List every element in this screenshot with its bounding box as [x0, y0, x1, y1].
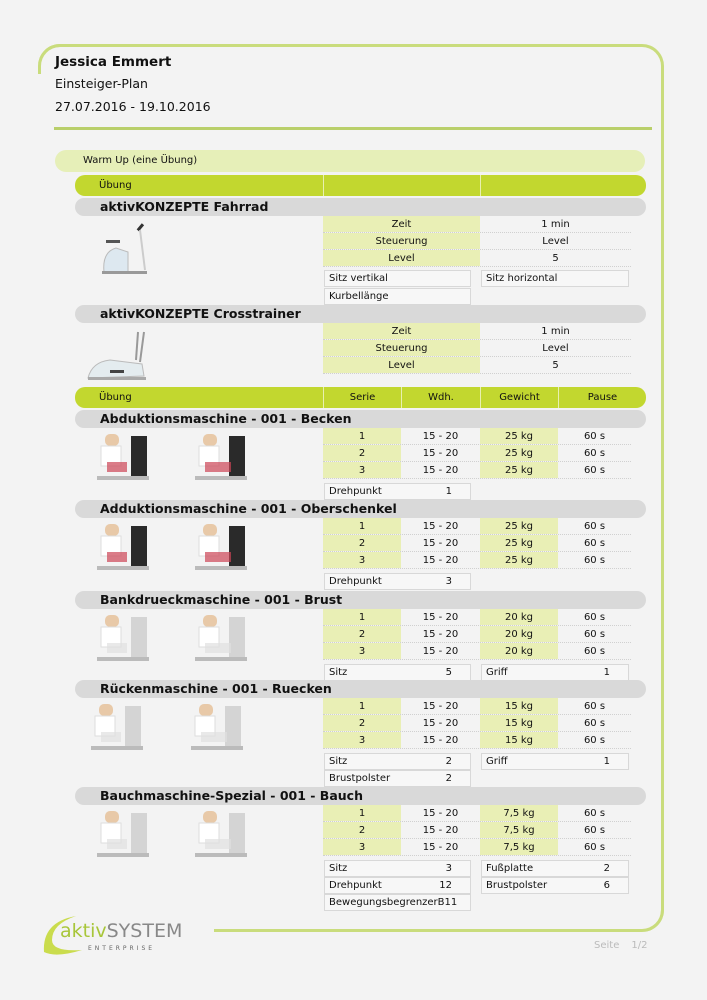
exercise-image-end-icon — [175, 702, 263, 752]
column-empty — [480, 175, 646, 196]
set-reps: 15 - 20 — [422, 734, 459, 746]
setting-label: Drehpunkt — [329, 576, 382, 587]
set-serie: 2 — [323, 715, 401, 731]
param-label: Level — [323, 250, 480, 266]
setting-value: 1 — [445, 486, 452, 497]
page-value: 1/2 — [631, 940, 648, 951]
column-pause: Pause — [558, 387, 646, 408]
set-serie: 3 — [323, 839, 401, 855]
sets-table — [323, 698, 631, 749]
set-row — [323, 839, 631, 856]
setting-label: Sitz — [329, 863, 348, 874]
set-reps: 15 - 20 — [422, 824, 459, 836]
setting-sitz-vertikal — [324, 270, 471, 287]
set-pause: 60 s — [583, 611, 606, 623]
set-weight: 25 kg — [480, 445, 558, 461]
setting-field — [324, 877, 471, 894]
setting-label: Brustpolster — [329, 773, 391, 784]
exercise-image-end-icon — [193, 522, 253, 572]
param-value: 5 — [552, 359, 559, 371]
set-weight: 25 kg — [480, 518, 558, 534]
sets-table — [323, 805, 631, 856]
set-serie: 3 — [323, 643, 401, 659]
setting-value: 6 — [603, 880, 610, 891]
param-label: Zeit — [323, 216, 480, 232]
set-reps: 15 - 20 — [422, 430, 459, 442]
set-weight: 7,5 kg — [480, 839, 558, 855]
set-reps: 15 - 20 — [422, 554, 459, 566]
set-weight: 20 kg — [480, 643, 558, 659]
set-weight: 25 kg — [480, 428, 558, 444]
setting-value: 1 — [603, 756, 610, 767]
setting-label: Drehpunkt — [329, 486, 382, 497]
sets-table — [323, 518, 631, 569]
plan-period: 27.07.2016 - 19.10.2016 — [55, 99, 211, 114]
set-serie: 3 — [323, 462, 401, 478]
set-row — [323, 609, 631, 626]
set-pause: 60 s — [583, 700, 606, 712]
warmup-grid-0 — [323, 216, 631, 267]
set-serie: 1 — [323, 518, 401, 534]
exercise-title: aktivKONZEPTE Crosstrainer — [75, 305, 646, 323]
set-row — [323, 698, 631, 715]
param-label: Steuerung — [323, 233, 480, 249]
set-reps: 15 - 20 — [422, 645, 459, 657]
logo-part2: SYSTEM — [106, 920, 183, 942]
set-reps: 15 - 20 — [422, 700, 459, 712]
set-pause: 60 s — [583, 717, 606, 729]
set-pause: 60 s — [583, 464, 606, 476]
column-wdh: Wdh. — [401, 387, 480, 408]
set-pause: 60 s — [583, 554, 606, 566]
page-label: Seite — [594, 940, 620, 951]
param-label: Steuerung — [323, 340, 480, 356]
set-row — [323, 535, 631, 552]
set-row — [323, 518, 631, 535]
set-row — [323, 822, 631, 839]
param-value: Level — [542, 235, 569, 247]
set-reps: 15 - 20 — [422, 841, 459, 853]
set-row — [323, 805, 631, 822]
setting-value: B11 — [437, 897, 458, 908]
exercise-title: Bankdrueckmaschine - 001 - Brust — [75, 591, 646, 609]
exercise-title: Abduktionsmaschine - 001 - Becken — [75, 410, 646, 428]
set-row — [323, 462, 631, 479]
set-reps: 15 - 20 — [422, 520, 459, 532]
logo-text — [60, 920, 182, 942]
setting-value: 3 — [445, 576, 452, 587]
setting-value: 12 — [439, 880, 452, 891]
set-pause: 60 s — [583, 537, 606, 549]
exercise-bike-icon — [98, 222, 153, 277]
set-row — [323, 552, 631, 569]
header-divider — [54, 127, 652, 130]
setting-field — [481, 860, 629, 877]
column-serie: Serie — [323, 387, 401, 408]
set-serie: 3 — [323, 732, 401, 748]
setting-field — [324, 483, 471, 500]
client-name: Jessica Emmert — [55, 54, 172, 70]
set-reps: 15 - 20 — [422, 611, 459, 623]
set-reps: 15 - 20 — [422, 464, 459, 476]
set-weight: 25 kg — [480, 462, 558, 478]
param-value: 1 min — [541, 325, 570, 337]
exercise-image-start-icon — [95, 522, 155, 572]
exercise-image-start-icon — [75, 702, 163, 752]
set-reps: 15 - 20 — [422, 717, 459, 729]
set-row — [323, 445, 631, 462]
setting-field — [481, 753, 629, 770]
param-label: Level — [323, 357, 480, 373]
set-pause: 60 s — [583, 734, 606, 746]
set-serie: 1 — [323, 698, 401, 714]
setting-field — [324, 770, 471, 787]
set-serie: 3 — [323, 552, 401, 568]
sets-table — [323, 428, 631, 479]
set-row — [323, 428, 631, 445]
aktivsystem-logo — [36, 912, 206, 962]
set-serie: 2 — [323, 626, 401, 642]
setting-label: Griff — [486, 756, 508, 767]
exercise-image-end-icon — [193, 809, 253, 859]
exercise-image-start-icon — [95, 432, 155, 482]
param-value: 1 min — [541, 218, 570, 230]
set-serie: 2 — [323, 535, 401, 551]
set-reps: 15 - 20 — [422, 447, 459, 459]
exercise-image-start-icon — [95, 809, 155, 859]
exercise-title: Rückenmaschine - 001 - Ruecken — [75, 680, 646, 698]
exercise-image-end-icon — [193, 432, 253, 482]
setting-value: 1 — [603, 667, 610, 678]
set-weight: 7,5 kg — [480, 805, 558, 821]
setting-value: 2 — [445, 756, 452, 767]
param-value: Level — [542, 342, 569, 354]
page-number — [594, 940, 659, 951]
setting-field — [324, 753, 471, 770]
page-frame-bottom — [214, 910, 664, 932]
crosstrainer-icon — [86, 330, 151, 382]
exercise-image-end-icon — [193, 613, 253, 663]
set-weight: 25 kg — [480, 552, 558, 568]
set-pause: 60 s — [583, 645, 606, 657]
set-pause: 60 s — [583, 447, 606, 459]
set-weight: 15 kg — [480, 715, 558, 731]
warmup-grid-1 — [323, 323, 631, 374]
exercise-title: aktivKONZEPTE Fahrrad — [75, 198, 646, 216]
setting-label: Sitz — [329, 667, 348, 678]
set-serie: 2 — [323, 822, 401, 838]
setting-label: Drehpunkt — [329, 880, 382, 891]
column-uebung: Übung — [99, 180, 132, 191]
setting-field — [324, 664, 471, 681]
setting-sitz-horizontal — [481, 270, 629, 287]
setting-field — [324, 573, 471, 590]
column-uebung: Übung — [99, 392, 132, 403]
set-weight: 15 kg — [480, 698, 558, 714]
set-pause: 60 s — [583, 430, 606, 442]
column-empty — [323, 175, 480, 196]
set-reps: 15 - 20 — [422, 807, 459, 819]
set-reps: 15 - 20 — [422, 537, 459, 549]
set-weight: 7,5 kg — [480, 822, 558, 838]
plan-header — [55, 54, 211, 122]
warmup-column-header — [75, 175, 646, 196]
setting-label: Kurbellänge — [329, 291, 389, 302]
set-weight: 20 kg — [480, 626, 558, 642]
set-weight: 25 kg — [480, 535, 558, 551]
set-serie: 1 — [323, 428, 401, 444]
exercise-title: Bauchmaschine-Spezial - 001 - Bauch — [75, 787, 646, 805]
strength-column-header — [75, 387, 646, 408]
set-pause: 60 s — [583, 520, 606, 532]
setting-label: Bewegungsbegrenzer — [329, 897, 438, 908]
setting-value: 5 — [445, 667, 452, 678]
column-gewicht: Gewicht — [480, 387, 558, 408]
setting-label: Brustpolster — [486, 880, 548, 891]
set-row — [323, 626, 631, 643]
set-row — [323, 732, 631, 749]
setting-field — [324, 894, 471, 911]
set-serie: 2 — [323, 445, 401, 461]
setting-label: Griff — [486, 667, 508, 678]
setting-kurbellaenge — [324, 288, 471, 305]
set-weight: 15 kg — [480, 732, 558, 748]
set-reps: 15 - 20 — [422, 628, 459, 640]
setting-field — [324, 860, 471, 877]
logo-subtitle: ENTERPRISE — [88, 945, 156, 952]
param-label: Zeit — [323, 323, 480, 339]
set-row — [323, 715, 631, 732]
param-value: 5 — [552, 252, 559, 264]
setting-value: 3 — [445, 863, 452, 874]
plan-name: Einsteiger-Plan — [55, 76, 148, 91]
set-row — [323, 643, 631, 660]
logo-part1: aktiv — [60, 920, 107, 942]
set-pause: 60 s — [583, 841, 606, 853]
setting-label: Fußplatte — [486, 863, 534, 874]
setting-field — [481, 664, 629, 681]
setting-label: Sitz — [329, 756, 348, 767]
exercise-image-start-icon — [95, 613, 155, 663]
exercise-title: Adduktionsmaschine - 001 - Oberschenkel — [75, 500, 646, 518]
setting-label: Sitz vertikal — [329, 273, 388, 284]
setting-field — [481, 877, 629, 894]
set-pause: 60 s — [583, 628, 606, 640]
setting-value: 2 — [603, 863, 610, 874]
warmup-section-title: Warm Up (eine Übung) — [55, 150, 645, 172]
set-pause: 60 s — [583, 824, 606, 836]
set-serie: 1 — [323, 805, 401, 821]
sets-table — [323, 609, 631, 660]
setting-label: Sitz horizontal — [486, 273, 558, 284]
set-pause: 60 s — [583, 807, 606, 819]
setting-value: 2 — [445, 773, 452, 784]
set-weight: 20 kg — [480, 609, 558, 625]
set-serie: 1 — [323, 609, 401, 625]
